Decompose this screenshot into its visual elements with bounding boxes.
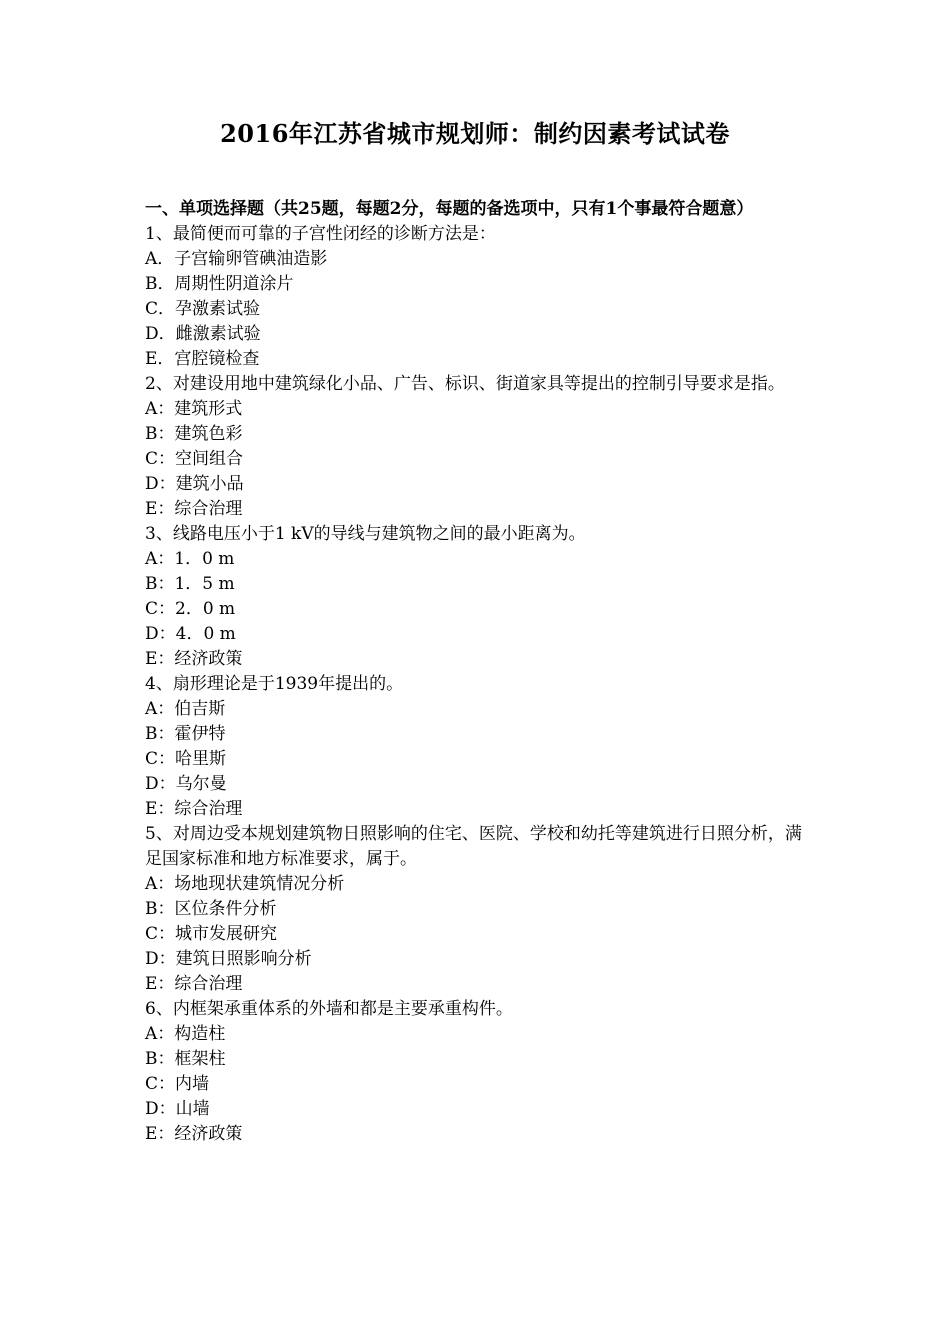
question-text: 1、最简便而可靠的子宫性闭经的诊断方法是： bbox=[145, 224, 496, 244]
option-d: D：山墙 bbox=[145, 1099, 210, 1119]
option-c: C：内墙 bbox=[145, 1074, 210, 1094]
option-b: B：建筑色彩 bbox=[145, 424, 243, 444]
option-c: C．孕激素试验 bbox=[145, 299, 261, 319]
option-b: B：霍伊特 bbox=[145, 724, 226, 744]
option-c: C：哈里斯 bbox=[145, 749, 227, 769]
option-a: A．子宫输卵管碘油造影 bbox=[145, 249, 328, 269]
option-d: D：建筑日照影响分析 bbox=[145, 949, 312, 969]
option-e: E．宫腔镜检查 bbox=[145, 349, 260, 369]
option-d: D．雌激素试验 bbox=[145, 324, 261, 344]
option-d: D：4．0 m bbox=[145, 624, 236, 644]
question-text: 3、线路电压小于1 kV的导线与建筑物之间的最小距离为。 bbox=[145, 524, 586, 544]
option-e: E：经济政策 bbox=[145, 1124, 243, 1144]
option-d: D：建筑小品 bbox=[145, 474, 244, 494]
option-c: C：空间组合 bbox=[145, 449, 244, 469]
question-text: 5、对周边受本规划建筑物日照影响的住宅、医院、学校和幼托等建筑进行日照分析，满足国家标准和地方标准要求，属于。 bbox=[145, 824, 802, 869]
option-c: C：城市发展研究 bbox=[145, 924, 278, 944]
option-a: A：1．0 m bbox=[145, 549, 235, 569]
document-body bbox=[145, 197, 810, 1147]
question-6 bbox=[145, 997, 810, 1147]
option-e: E：经济政策 bbox=[145, 649, 243, 669]
option-b: B：1．5 m bbox=[145, 574, 235, 594]
option-a: A：建筑形式 bbox=[145, 399, 243, 419]
option-a: A：伯吉斯 bbox=[145, 699, 226, 719]
question-text: 4、扇形理论是于1939年提出的。 bbox=[145, 674, 404, 694]
question-1 bbox=[145, 222, 810, 372]
document-title: 2016年江苏省城市规划师：制约因素考试试卷 bbox=[220, 119, 730, 148]
option-c: C：2．0 m bbox=[145, 599, 236, 619]
option-b: B：区位条件分析 bbox=[145, 899, 277, 919]
question-text: 6、内框架承重体系的外墙和都是主要承重构件。 bbox=[145, 999, 513, 1019]
question-text: 2、对建设用地中建筑绿化小品、广告、标识、街道家具等提出的控制引导要求是指。 bbox=[145, 374, 785, 394]
question-5 bbox=[145, 822, 810, 997]
option-a: A：场地现状建筑情况分析 bbox=[145, 874, 345, 894]
option-b: B．周期性阴道涂片 bbox=[145, 274, 294, 294]
question-4 bbox=[145, 672, 810, 822]
question-2 bbox=[145, 372, 810, 522]
option-b: B：框架柱 bbox=[145, 1049, 226, 1069]
option-a: A：构造柱 bbox=[145, 1024, 226, 1044]
section-heading: 一、单项选择题（共25题，每题2分，每题的备选项中，只有1个事最符合题意） bbox=[145, 199, 754, 219]
option-e: E：综合治理 bbox=[145, 974, 243, 994]
option-e: E：综合治理 bbox=[145, 499, 243, 519]
option-e: E：综合治理 bbox=[145, 799, 243, 819]
option-d: D：乌尔曼 bbox=[145, 774, 227, 794]
question-3 bbox=[145, 522, 810, 672]
